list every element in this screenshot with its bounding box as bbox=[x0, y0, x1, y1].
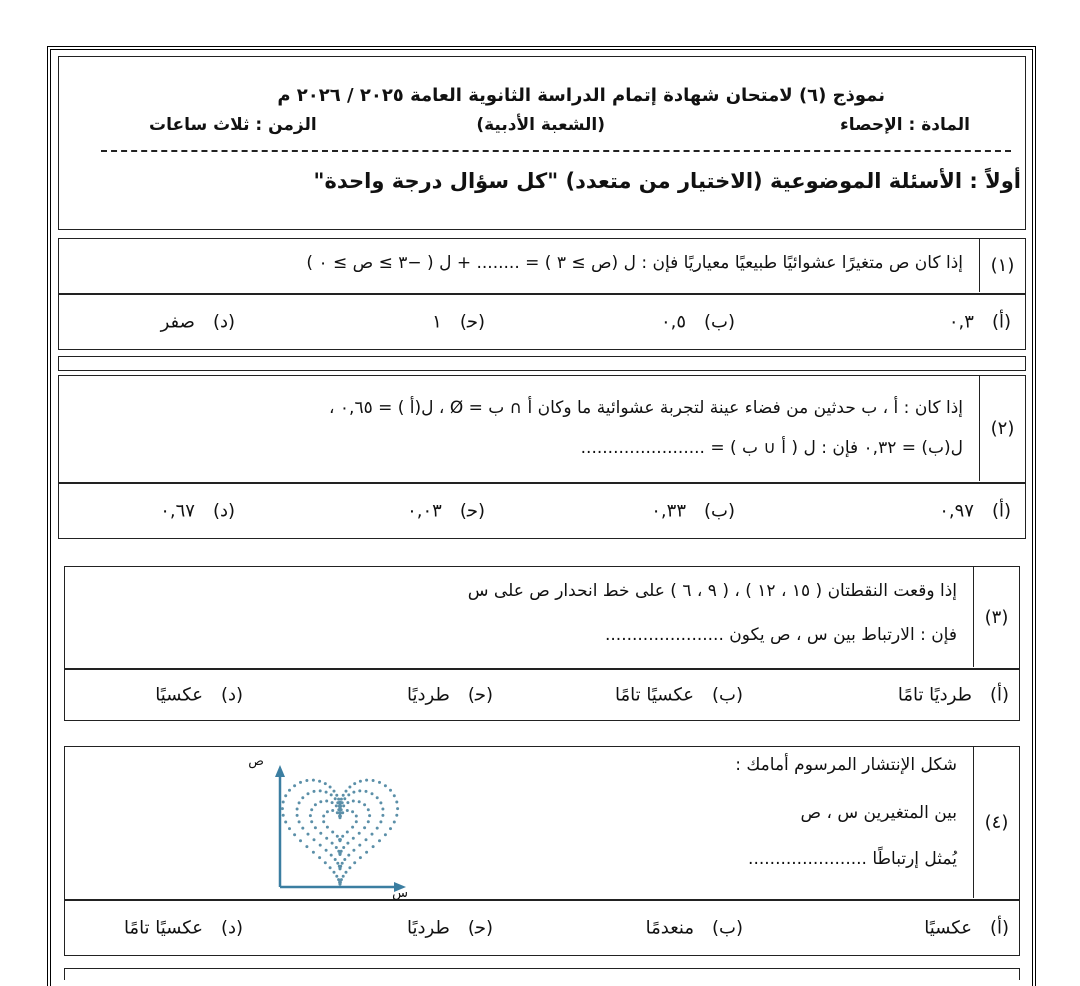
scatter-point bbox=[365, 838, 368, 841]
scatter-point bbox=[358, 789, 361, 792]
scatter-point bbox=[345, 871, 348, 874]
q1-option-c[interactable]: (ﺣ)١ bbox=[432, 311, 485, 333]
question-3-stem-line2: فإن : الارتباط بين س ، ص يكون ...................... bbox=[604, 625, 957, 645]
scatter-point bbox=[293, 833, 296, 836]
scatter-point bbox=[284, 821, 287, 824]
question-2-stem-line1: إذا كان : أ ، ب حدثين من فضاء عينة لتجربة عشوائية ما وكان أ ∩ ب = Ø ، ل(أ ) = ٠,٦٥ ، bbox=[329, 398, 963, 418]
scatter-point bbox=[319, 800, 322, 803]
question-3-number: (٣) bbox=[973, 567, 1019, 667]
scatter-point bbox=[322, 815, 325, 818]
scatter-point bbox=[358, 800, 361, 803]
y-axis-label: ص bbox=[248, 754, 264, 769]
scatter-point bbox=[346, 842, 349, 845]
scatter-point bbox=[367, 808, 370, 811]
scatter-point bbox=[335, 804, 338, 807]
question-2-stem-line2: ل(ب) = ٠,٣٢ فإن : ل ( أ ∪ ب ) = ....................... bbox=[580, 438, 963, 458]
scatter-point bbox=[299, 839, 302, 842]
q4-option-b[interactable]: (ب)منعدمًا bbox=[645, 917, 743, 939]
scatter-point bbox=[298, 801, 301, 804]
scatter-point bbox=[378, 781, 381, 784]
question-2 bbox=[58, 375, 1026, 483]
question-1-options bbox=[58, 294, 1026, 350]
scatter-point bbox=[363, 826, 366, 829]
scatter-point bbox=[325, 791, 328, 794]
scatter-point bbox=[296, 814, 299, 817]
time-label: الزمن : ثلاث ساعات bbox=[149, 115, 317, 135]
scatter-point bbox=[353, 782, 356, 785]
scatter-point bbox=[343, 858, 346, 861]
scatter-point bbox=[358, 844, 361, 847]
scatter-point bbox=[348, 866, 351, 869]
scatter-point bbox=[301, 827, 304, 830]
scatter-point bbox=[329, 866, 332, 869]
scatter-point bbox=[325, 849, 328, 852]
scatter-point bbox=[395, 801, 398, 804]
scatter-point bbox=[325, 837, 328, 840]
q4-option-c[interactable]: (ﺣ)طرديًا bbox=[407, 917, 493, 939]
separator-bar bbox=[58, 356, 1026, 371]
scatter-figure bbox=[248, 751, 420, 901]
scatter-point bbox=[378, 839, 381, 842]
scatter-point bbox=[395, 814, 398, 817]
question-1-number: (١) bbox=[979, 239, 1025, 292]
scatter-point bbox=[346, 809, 349, 812]
scatter-point bbox=[376, 827, 379, 830]
scatter-point bbox=[324, 861, 327, 864]
scatter-point bbox=[324, 782, 327, 785]
scatter-point bbox=[359, 780, 362, 783]
scatter-point bbox=[355, 815, 358, 818]
q3-option-a[interactable]: (أ)طرديًا تامًا bbox=[897, 684, 1009, 706]
scatter-point bbox=[299, 781, 302, 784]
q2-option-d[interactable]: (د)٠,٦٧ bbox=[160, 500, 235, 522]
scatter-point bbox=[301, 796, 304, 799]
scatter-point bbox=[312, 851, 315, 854]
scatter-point bbox=[312, 779, 315, 782]
scatter-point bbox=[313, 790, 316, 793]
scatter-point bbox=[337, 798, 340, 801]
question-4-stem-line1: شكل الإنتشار المرسوم أمامك : bbox=[735, 755, 957, 775]
exam-title: نموذج (٦) لامتحان شهادة إتمام الدراسة الثانوية العامة ٢٠٢٥ / ٢٠٢٦ م bbox=[277, 85, 885, 106]
scatter-point bbox=[342, 875, 345, 878]
scatter-point bbox=[326, 810, 329, 813]
scatter-point bbox=[335, 875, 338, 878]
exam-header bbox=[58, 56, 1026, 230]
question-3-stem-line1: إذا وقعت النقطتان ( ١٥ ، ١٢ ) ، ( ٩ ، ٦ ) على خط انحدار ص على س bbox=[467, 581, 957, 601]
scatter-point bbox=[365, 779, 368, 782]
scatter-point bbox=[331, 809, 334, 812]
scatter-point bbox=[288, 789, 291, 792]
scatter-point bbox=[288, 827, 291, 830]
scatter-point bbox=[358, 832, 361, 835]
scatter-point bbox=[333, 790, 336, 793]
x-axis-label: س bbox=[392, 886, 408, 901]
question-4-stem-line3: يُمثل إرتباطًا ...................... bbox=[748, 849, 957, 869]
scatter-point bbox=[322, 820, 325, 823]
scatter-point bbox=[293, 784, 296, 787]
scatter-point bbox=[381, 808, 384, 811]
scatter-point bbox=[334, 797, 337, 800]
scatter-point bbox=[372, 845, 375, 848]
scatter-point bbox=[341, 801, 344, 804]
scatter-point bbox=[371, 833, 374, 836]
section-title: أولاً : الأسئلة الموضوعية (الاختيار من متعدد) "كل سؤال درجة واحدة" bbox=[313, 169, 1021, 193]
scatter-point bbox=[381, 814, 384, 817]
scatter-point bbox=[336, 801, 339, 804]
scatter-point bbox=[310, 820, 313, 823]
scatter-point bbox=[365, 790, 368, 793]
scatter-point bbox=[367, 820, 370, 823]
q2-option-a[interactable]: (أ)٠,٩٧ bbox=[939, 500, 1011, 522]
scatter-point bbox=[307, 833, 310, 836]
scatter-point bbox=[325, 800, 328, 803]
question-2-options bbox=[58, 483, 1026, 539]
question-3-options bbox=[64, 669, 1020, 721]
scatter-point bbox=[284, 794, 287, 797]
question-3 bbox=[64, 566, 1020, 669]
scatter-point bbox=[376, 796, 379, 799]
next-question-edge bbox=[64, 968, 1020, 980]
question-1 bbox=[58, 238, 1026, 294]
scatter-point bbox=[343, 797, 346, 800]
scatter-point bbox=[347, 793, 350, 796]
scatter-point bbox=[318, 856, 321, 859]
scatter-point bbox=[338, 838, 341, 841]
scatter-point bbox=[309, 814, 312, 817]
scatter-point bbox=[281, 807, 284, 810]
scatter-point bbox=[379, 801, 382, 804]
question-4-stem-line2: بين المتغيرين س ، ص bbox=[800, 803, 957, 823]
scatter-point bbox=[336, 862, 339, 865]
scatter-point bbox=[305, 845, 308, 848]
q3-option-c[interactable]: (ﺣ)طرديًا bbox=[407, 684, 493, 706]
q1-option-a[interactable]: (أ)٠,٣ bbox=[948, 311, 1011, 333]
header-divider bbox=[101, 150, 1011, 152]
scatter-point bbox=[337, 878, 340, 881]
question-4-options bbox=[64, 900, 1020, 956]
q2-option-c[interactable]: (ﺣ)٠,٠٣ bbox=[407, 500, 485, 522]
scatter-point bbox=[347, 854, 350, 857]
scatter-point bbox=[355, 820, 358, 823]
scatter-point bbox=[372, 779, 375, 782]
scatter-point bbox=[336, 835, 339, 838]
q1-option-d[interactable]: (د)صفر bbox=[160, 311, 235, 333]
scatter-point bbox=[310, 808, 313, 811]
scatter-point bbox=[329, 786, 332, 789]
y-axis-arrow bbox=[275, 765, 285, 777]
scatter-point bbox=[330, 793, 333, 796]
scatter-point bbox=[384, 784, 387, 787]
question-4 bbox=[64, 746, 1020, 900]
scatter-point bbox=[334, 858, 337, 861]
scatter-points bbox=[281, 779, 399, 886]
question-4-number: (٤) bbox=[973, 747, 1019, 898]
scatter-point bbox=[337, 808, 340, 811]
scatter-point bbox=[282, 814, 285, 817]
scatter-point bbox=[352, 800, 355, 803]
q3-option-b[interactable]: (ب)عكسيًا تامًا bbox=[615, 684, 743, 706]
scatter-point bbox=[305, 779, 308, 782]
q4-option-a[interactable]: (أ)عكسيًا bbox=[924, 917, 1009, 939]
scatter-point bbox=[333, 871, 336, 874]
scatter-point bbox=[393, 821, 396, 824]
scatter-point bbox=[314, 803, 317, 806]
q4-option-d[interactable]: (د)عكسيًا تامًا bbox=[123, 917, 243, 939]
scatter-point bbox=[330, 854, 333, 857]
scatter-point bbox=[314, 826, 317, 829]
scatter-point bbox=[335, 846, 338, 849]
scatter-point bbox=[352, 837, 355, 840]
scatter-point bbox=[342, 846, 345, 849]
scatter-point bbox=[319, 832, 322, 835]
scatter-point bbox=[393, 794, 396, 797]
scatter-point bbox=[363, 803, 366, 806]
scatter-point bbox=[379, 820, 382, 823]
scatter-point bbox=[371, 792, 374, 795]
scatter-point bbox=[342, 804, 345, 807]
scatter-point bbox=[338, 815, 341, 818]
scatter-point bbox=[282, 801, 285, 804]
scatter-point bbox=[340, 798, 343, 801]
scatter-point bbox=[307, 792, 310, 795]
branch-label: (الشعبة الأدبية) bbox=[476, 115, 605, 135]
q1-option-b[interactable]: (ب)٠,٥ bbox=[660, 311, 735, 333]
scatter-point bbox=[348, 786, 351, 789]
subject-label: المادة : الإحصاء bbox=[840, 115, 970, 135]
scatter-point bbox=[331, 801, 334, 804]
scatter-point bbox=[368, 814, 371, 817]
scatter-point bbox=[313, 838, 316, 841]
scatter-point bbox=[318, 780, 321, 783]
scatter-point bbox=[341, 835, 344, 838]
scatter-point bbox=[389, 789, 392, 792]
scatter-point bbox=[336, 811, 339, 814]
scatter-point bbox=[365, 851, 368, 854]
scatter-point bbox=[341, 862, 344, 865]
scatter-point bbox=[384, 833, 387, 836]
scatter-point bbox=[351, 826, 354, 829]
question-2-number: (٢) bbox=[979, 376, 1025, 481]
q2-option-b[interactable]: (ب)٠,٣٣ bbox=[651, 500, 735, 522]
scatter-point bbox=[389, 827, 392, 830]
scatter-point bbox=[337, 850, 340, 853]
scatter-point bbox=[346, 801, 349, 804]
scatter-point bbox=[396, 807, 399, 810]
scatter-point bbox=[359, 856, 362, 859]
scatter-point bbox=[352, 791, 355, 794]
scatter-point bbox=[296, 808, 299, 811]
scatter-point bbox=[338, 865, 341, 868]
scatter-point bbox=[342, 794, 345, 797]
scatter-point bbox=[351, 810, 354, 813]
scatter-plot bbox=[248, 751, 420, 901]
scatter-point bbox=[341, 811, 344, 814]
q3-option-d[interactable]: (د)عكسيًا bbox=[155, 684, 243, 706]
scatter-point bbox=[331, 842, 334, 845]
scatter-point bbox=[298, 820, 301, 823]
scatter-point bbox=[346, 831, 349, 834]
scatter-point bbox=[352, 849, 355, 852]
scatter-point bbox=[319, 789, 322, 792]
scatter-point bbox=[319, 844, 322, 847]
question-1-stem: إذا كان ص متغيرًا عشوائيًا طبيعيًا معياريًا فإن : ل (ص ≥ ٣ ) = ........ + ل ( −٣ ≥ ص ≥ ٠ ) bbox=[306, 253, 963, 273]
scatter-point bbox=[326, 826, 329, 829]
scatter-point bbox=[331, 831, 334, 834]
scatter-point bbox=[353, 861, 356, 864]
scatter-point bbox=[335, 794, 338, 797]
scatter-point bbox=[345, 790, 348, 793]
